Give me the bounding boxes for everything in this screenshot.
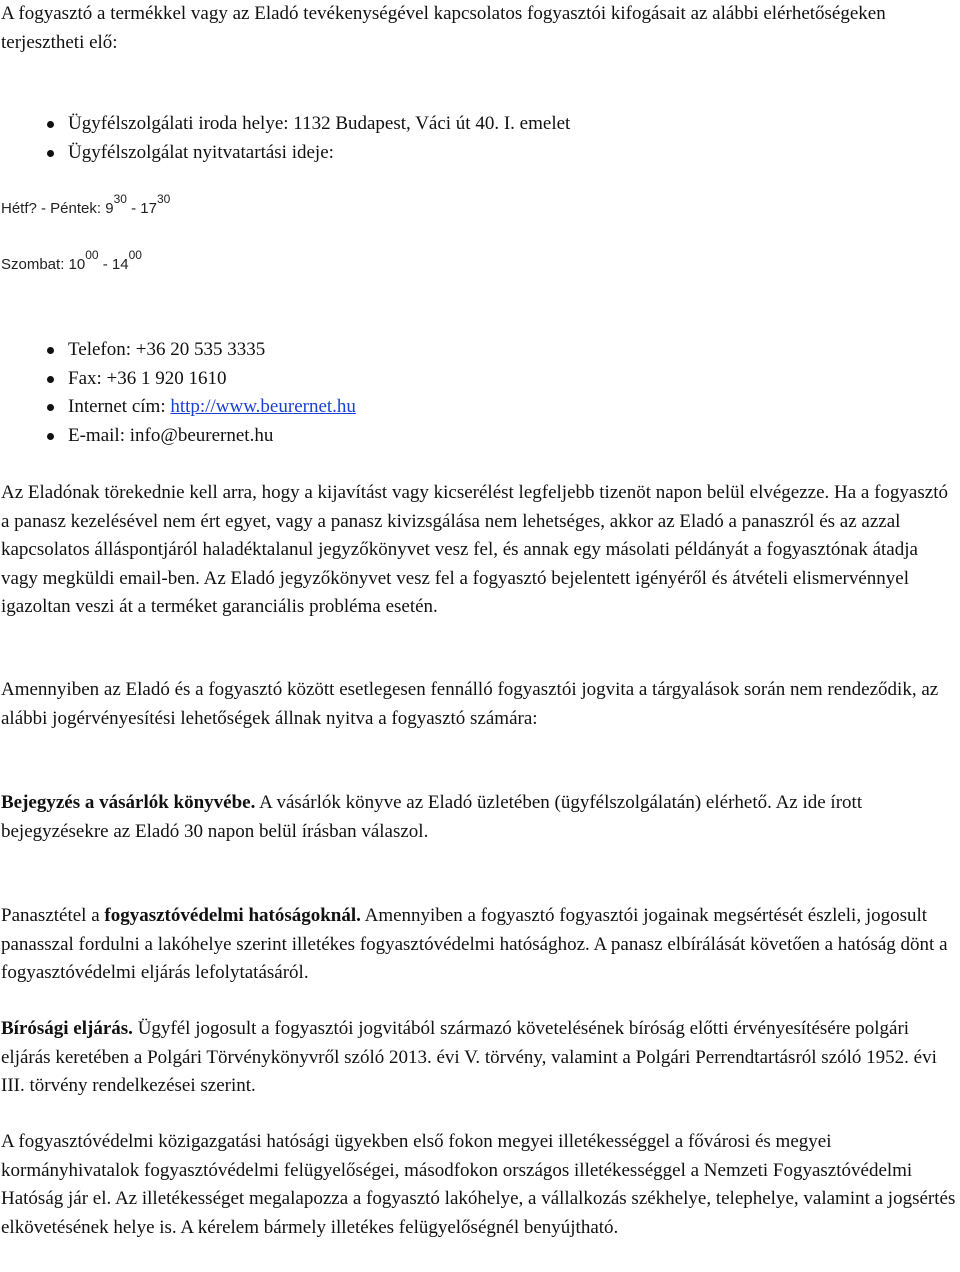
court-heading: Bírósági eljárás. [1, 1018, 133, 1039]
complaint-book-paragraph [1, 789, 957, 846]
complaint-book-text: A vásárlók könyve az Eladó üzletében (ügyfélszolgálatán) elérhető. Az ide írott bejegyzésekre az Eladó 30 napon belül írásban válaszol. [1, 792, 863, 842]
authority-prefix: Panasztétel a [1, 905, 105, 926]
saturday-end-minutes: 00 [128, 248, 142, 262]
fax-text: Fax: +36 1 920 1610 [68, 367, 227, 389]
court-text: Ügyfél jogosult a fogyasztói jogvitából származó követelésének bíróság előtti érvényesítésére polgári eljárás keretében a Polgári Törvénykönyvről szóló 2013. évi V. törvény, valamint a Polgári Perrendtartásról szóló 1952. évi III. törvény rendelkezései szerint. [1, 1018, 937, 1096]
weekday-hours-prefix: Hétf? - Péntek: 9 [1, 200, 114, 217]
contact-list [0, 336, 356, 450]
weekday-start-minutes: 30 [113, 192, 127, 206]
weekday-hours-separator: - 17 [126, 200, 157, 217]
saturday-hours [1, 248, 142, 273]
list-item-fax [0, 365, 356, 394]
opening-hours-label: Ügyfélszolgálat nyitvatartási ideje: [68, 141, 334, 163]
saturday-start-minutes: 00 [85, 248, 99, 262]
list-item-opening-hours [0, 139, 570, 168]
weekday-hours [1, 192, 171, 217]
list-item-website [0, 393, 356, 422]
intro-paragraph: A fogyasztó a termékkel vagy az Eladó tevékenységével kapcsolatos fogyasztói kifogásait az alábbi elérhetőségeken terjesztheti elő: [1, 3, 886, 53]
office-address-text: Ügyfélszolgálati iroda helye: 1132 Budapest, Váci út 40. I. emelet [68, 113, 571, 134]
bullet-icon [47, 376, 54, 383]
court-paragraph [1, 1015, 957, 1101]
website-label: Internet cím: [68, 396, 171, 417]
bullet-icon [47, 121, 54, 128]
list-item-phone [0, 336, 356, 365]
saturday-hours-prefix: Szombat: 10 [1, 256, 86, 273]
phone-text: Telefon: +36 20 535 3335 [68, 339, 266, 360]
complaint-book-heading: Bejegyzés a vásárlók könyvébe. [1, 792, 256, 813]
authority-text: Amennyiben a fogyasztó fogyasztói jogainak megsértését észleli, jogosult panasszal fordulni a lakóhelye szerint illetékes fogyasztóvédelmi hatósághoz. A panasz elbírálását követően a hatóság dönt a fogyasztóvédelmi eljárás lefolytatásáról. [1, 905, 948, 983]
jurisdiction-paragraph: A fogyasztóvédelmi közigazgatási hatósági ügyekben első fokon megyei illetékességgel a fővárosi és megyei kormányhivatalok fogyasztóvédelmi felügyelőségei, másodfokon országos illetékességgel a Nemzeti Fogyasztóvédelmi Hatóság jár el. Az illetékességet megalapozza a fogyasztó lakóhelye, a vállalkozás székhelye, telephelye, valamint a jogsértés elkövetésének helye is. A kérelem bármely illetékes felügyelőségnél benyújtható. [1, 1131, 956, 1238]
authority-paragraph [1, 902, 957, 988]
website-link[interactable]: http://www.beurernet.hu [170, 396, 356, 417]
bullet-icon [47, 347, 54, 354]
dispute-paragraph: Amennyiben az Eladó és a fogyasztó között esetlegesen fennálló fogyasztói jogvita a tárgyalások során nem rendeződik, az alábbi jogérvényesítési lehetőségek állnak nyitva a fogyasztó számára: [1, 679, 939, 729]
repair-paragraph: Az Eladónak törekednie kell arra, hogy a kijavítást vagy kicserélést legfeljebb tizenöt napon belül elvégezze. Ha a fogyasztó a panasz kezelésével nem ért egyet, vagy a panasz kivizsgálása nem lehetséges, akkor az Eladó a panaszról és az azzal kapcsolatos álláspontjáról haladéktalanul jegyzőkönyvet vesz fel, és annak egy másolati példányát a fogyasztónak átadja vagy megküldi email-ben. Az Eladó jegyzőkönyvet vesz fel a fogyasztó bejelentett igényéről és átvételi elismervénnyel igazoltan veszi át a terméket garanciális probléma esetén. [1, 482, 948, 617]
list-item-office-address [0, 110, 570, 139]
authority-heading: fogyasztóvédelmi hatóságoknál. [104, 905, 361, 926]
email-text: E-mail: info@beurernet.hu [68, 424, 274, 446]
office-info-list [0, 110, 570, 167]
bullet-icon [47, 404, 54, 411]
weekday-end-minutes: 30 [156, 192, 171, 206]
saturday-hours-separator: - 14 [98, 256, 129, 273]
list-item-email [0, 422, 356, 451]
bullet-icon [47, 150, 54, 157]
bullet-icon [47, 433, 54, 440]
